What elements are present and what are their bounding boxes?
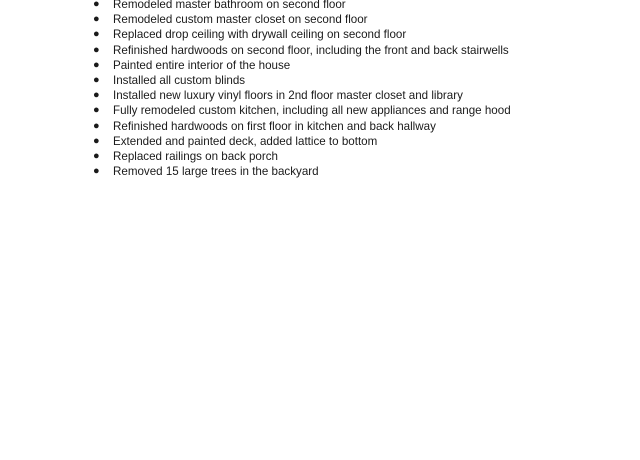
bullet-icon: ● <box>93 58 100 71</box>
list-item <box>93 164 511 179</box>
list-item <box>93 149 511 164</box>
bullet-icon: ● <box>93 104 100 117</box>
bullet-icon: ● <box>93 165 100 178</box>
bullet-icon: ● <box>93 134 100 147</box>
improvements-list <box>93 0 511 179</box>
list-item-text: Painted entire interior of the house <box>113 58 291 72</box>
bullet-icon: ● <box>93 13 100 26</box>
list-item-text: Replaced drop ceiling with drywall ceiling on second floor <box>113 28 407 42</box>
list-item-text: Remodeled custom master closet on second floor <box>113 13 368 27</box>
list-item-text: Removed 15 large trees in the backyard <box>113 165 319 179</box>
bullet-icon: ● <box>93 28 100 41</box>
bullet-icon: ● <box>93 0 100 10</box>
list-item <box>93 12 511 27</box>
list-item <box>93 134 511 149</box>
list-item-text: Remodeled master bathroom on second floor <box>113 0 346 11</box>
list-item-text: Installed new luxury vinyl floors in 2nd floor master closet and library <box>113 89 463 103</box>
list-item-text: Replaced railings on back porch <box>113 149 278 163</box>
list-item <box>93 73 511 88</box>
list-item-text: Refinished hardwoods on second floor, including the front and back stairwells <box>113 43 509 57</box>
list-item <box>93 58 511 73</box>
list-item <box>93 103 511 118</box>
bullet-icon: ● <box>93 89 100 102</box>
bullet-icon: ● <box>93 73 100 86</box>
list-item <box>93 119 511 134</box>
list-item <box>93 88 511 103</box>
list-item <box>93 43 511 58</box>
list-item-text: Refinished hardwoods on first floor in kitchen and back hallway <box>113 119 436 133</box>
bullet-icon: ● <box>93 149 100 162</box>
list-item-text: Installed all custom blinds <box>113 73 246 87</box>
list-item-text: Fully remodeled custom kitchen, including all new appliances and range hood <box>113 104 511 118</box>
list-item-text: Extended and painted deck, added lattice to bottom <box>113 134 378 148</box>
bullet-icon: ● <box>93 43 100 56</box>
bullet-icon: ● <box>93 119 100 132</box>
list-item <box>93 27 511 42</box>
list-item <box>93 0 511 12</box>
